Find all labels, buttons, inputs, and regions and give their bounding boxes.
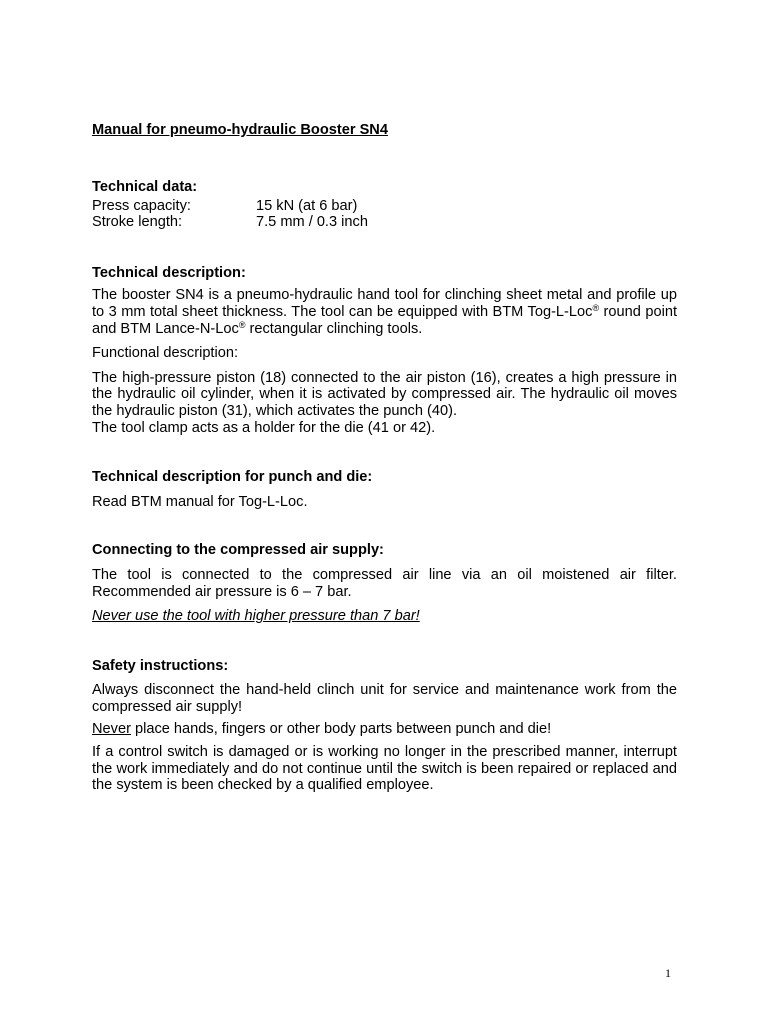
compressed-air-heading: Connecting to the compressed air supply: (92, 542, 384, 559)
safety-paragraph-2-text: place hands, fingers or other body parts between punch and die! (130, 721, 552, 738)
spec-row-stroke-length (92, 214, 677, 231)
technical-description-paragraph (92, 287, 677, 337)
safety-paragraph-1: Always disconnect the hand-held clinch unit for service and maintenance work from the compressed air supply! (92, 682, 677, 715)
functional-description-paragraph: The high-pressure piston (18) connected to the air piston (16), creates a high pressure in the hydraulic oil cylinder, when it is activated by compressed air. The hydraulic oil moves the hydraulic piston (31), which activates the punch (40). (92, 369, 677, 419)
safety-paragraph-2 (92, 721, 677, 738)
pressure-warning: Never use the tool with higher pressure than 7 bar! (92, 608, 420, 625)
technical-data-heading: Technical data: (92, 179, 198, 195)
spec-value: 7.5 mm / 0.3 inch (256, 214, 368, 231)
document-title: Manual for pneumo-hydraulic Booster SN4 (92, 122, 388, 138)
registered-mark: ® (238, 319, 246, 330)
spec-row-press-capacity (92, 198, 677, 215)
functional-description-paragraph-2: The tool clamp acts as a holder for the die (41 or 42). (92, 419, 436, 436)
page-number: 1 (665, 966, 671, 980)
never-emphasis: Never (92, 721, 131, 738)
spec-label: Press capacity: (92, 197, 191, 214)
safety-paragraph-3: If a control switch is damaged or is working no longer in the prescribed manner, interrupt the work immediately and do not continue until the switch is been repaired or replaced and the system is been checked by a qualified employee. (92, 744, 677, 794)
technical-description-text-start: The booster SN4 is a pneumo-hydraulic hand tool for clinching sheet metal and profile up to 3 mm total sheet thickness. The tool can be equipped with BTM Tog-L-Loc (92, 287, 677, 320)
technical-description-text-middle: round point and BTM Lance-N-Loc (92, 303, 677, 337)
functional-description-heading: Functional description: (92, 345, 239, 362)
technical-description-heading: Technical description: (92, 264, 246, 281)
registered-mark: ® (592, 302, 600, 313)
spec-label: Stroke length: (92, 214, 183, 231)
technical-data-table (92, 198, 677, 231)
safety-instructions-heading: Safety instructions: (92, 657, 229, 674)
punch-and-die-paragraph: Read BTM manual for Tog-L-Loc. (92, 493, 308, 510)
document-body (92, 122, 677, 794)
punch-and-die-heading: Technical description for punch and die: (92, 469, 373, 486)
technical-description-text-end: rectangular clinching tools. (245, 320, 423, 337)
compressed-air-paragraph: The tool is connected to the compressed air line via an oil moistened air filter. Recommended air pressure is 6 – 7 bar. (92, 566, 677, 600)
spec-value: 15 kN (at 6 bar) (256, 197, 358, 214)
